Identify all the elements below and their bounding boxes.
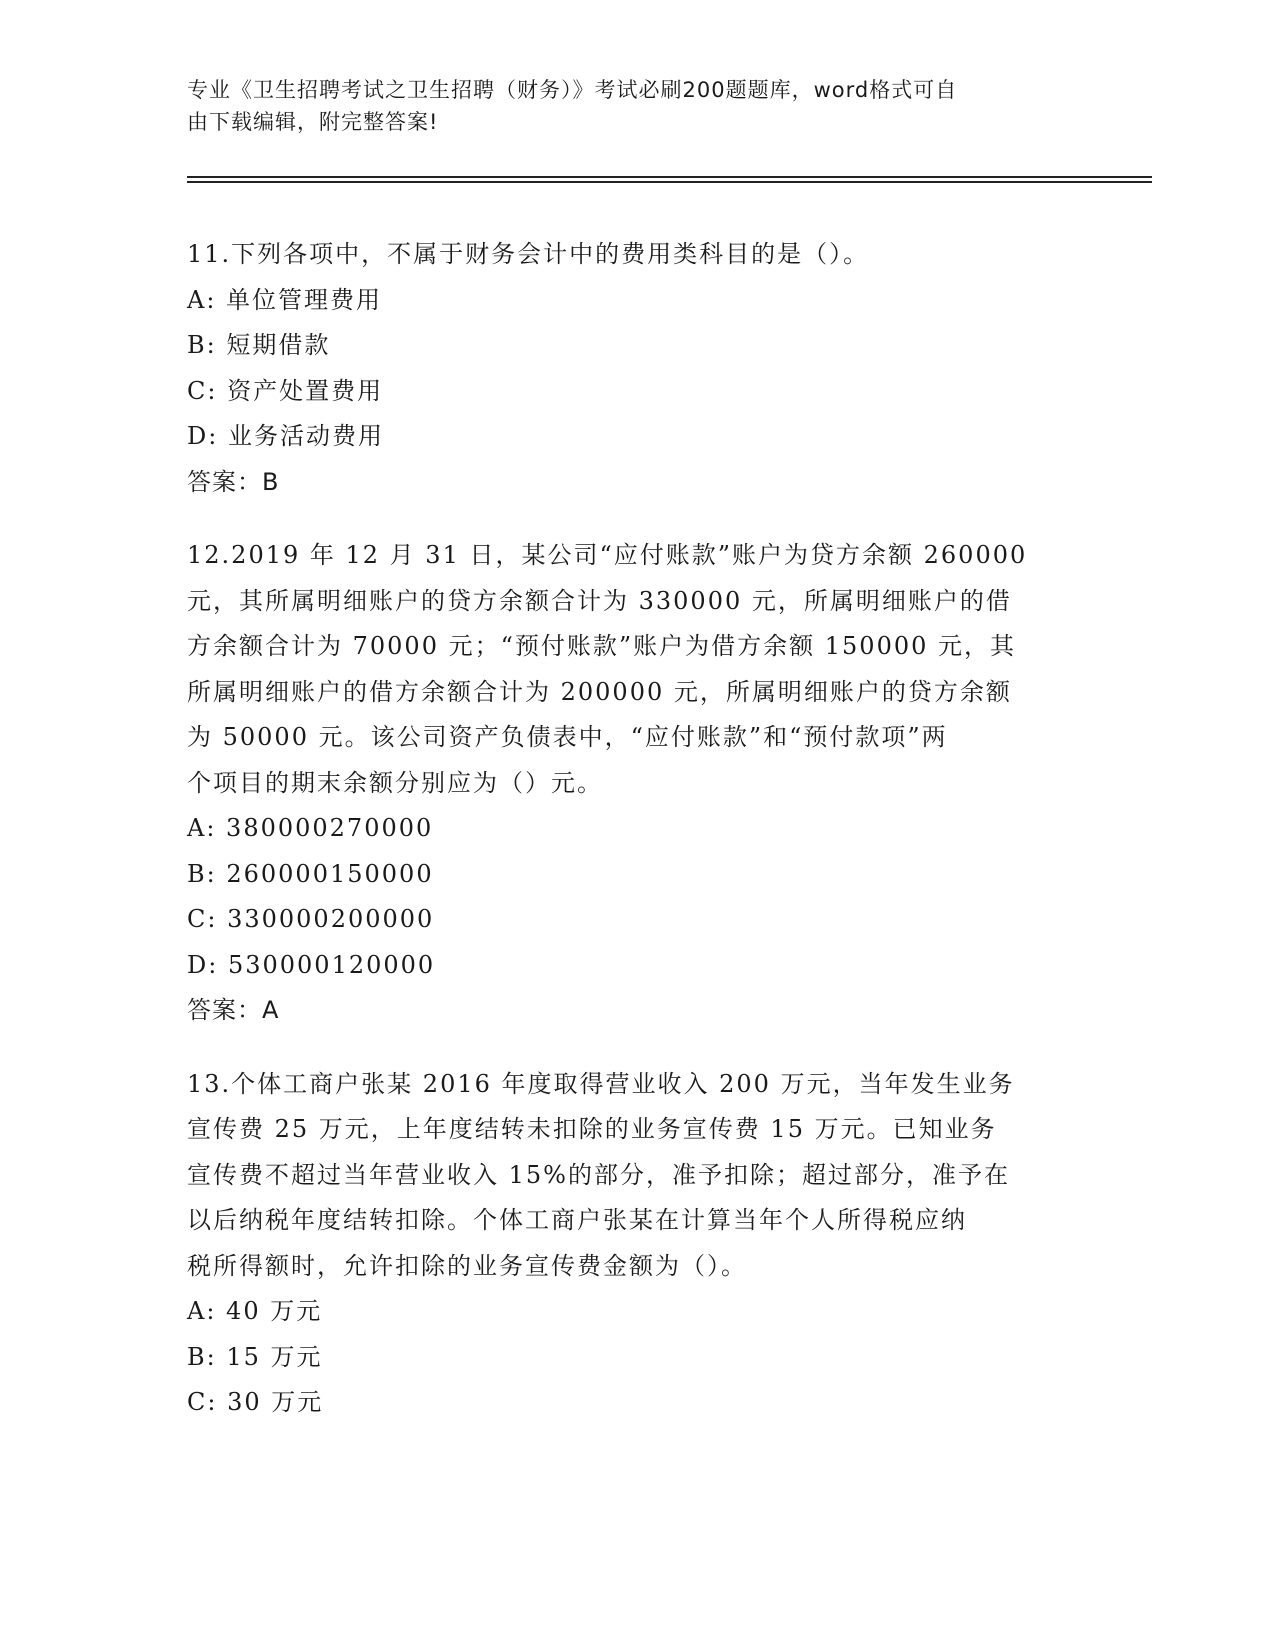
document-header: 专业《卫生招聘考试之卫生招聘（财务）》考试必刷200题题库，word格式可自 由下载编辑，附完整答案! [187, 78, 958, 134]
option-a: A: 380000270000 [187, 814, 434, 842]
question-13 [187, 1062, 1087, 1426]
option-a: A: 单位管理费用 [187, 285, 383, 314]
question-11 [187, 232, 1087, 505]
option-d: D: 业务活动费用 [187, 422, 384, 450]
option-b: B: 15 万元 [187, 1342, 323, 1371]
header-divider-top [187, 176, 1152, 178]
question-list [187, 232, 1087, 1454]
answer-label: 答案：B [187, 467, 280, 496]
option-d: D: 530000120000 [187, 950, 436, 979]
option-a: A: 40 万元 [187, 1297, 323, 1325]
header-divider-bottom [187, 181, 1152, 183]
option-b: B: 260000150000 [187, 859, 434, 888]
question-stem: 13.个体工商户张某 2016 年度取得营业收入 200 万元，当年发生业务 宣传费 25 万元，上年度结转未扣除的业务宣传费 15 万元。已知业务 宣传费不超过当年营业收入 15%的部分，准予扣除；超过部分，准予在 以后纳税年度结转扣除。个体工商户张某在计算当年个人所得税应纳 税所得额时，允许扣除的业务宣传费金额为（）。 [187, 1069, 1015, 1280]
option-c: C: 330000200000 [187, 905, 435, 933]
question-12 [187, 533, 1087, 1034]
question-stem: 12.2019 年 12 月 31 日，某公司“应付账款”账户为贷方余额 260000 元，其所属明细账户的贷方余额合计为 330000 元，所属明细账户的借 方余额合计为 70000 元；“预付账款”账户为借方余额 150000 元，其 所属明细账户的借方余额合计为 200000 元，所属明细账户的贷方余额 为 50000 元。该公司资产负债表中，“应付账款”和“预付款项”两 个项目的期末余额分别应为（）元。 [187, 541, 1028, 797]
option-b: B: 短期借款 [187, 331, 331, 359]
answer-label: 答案：A [187, 996, 280, 1024]
question-stem: 11.下列各项中，不属于财务会计中的费用类科目的是（）。 [187, 240, 870, 268]
option-c: C: 30 万元 [187, 1388, 324, 1416]
option-c: C: 资产处置费用 [187, 376, 384, 405]
